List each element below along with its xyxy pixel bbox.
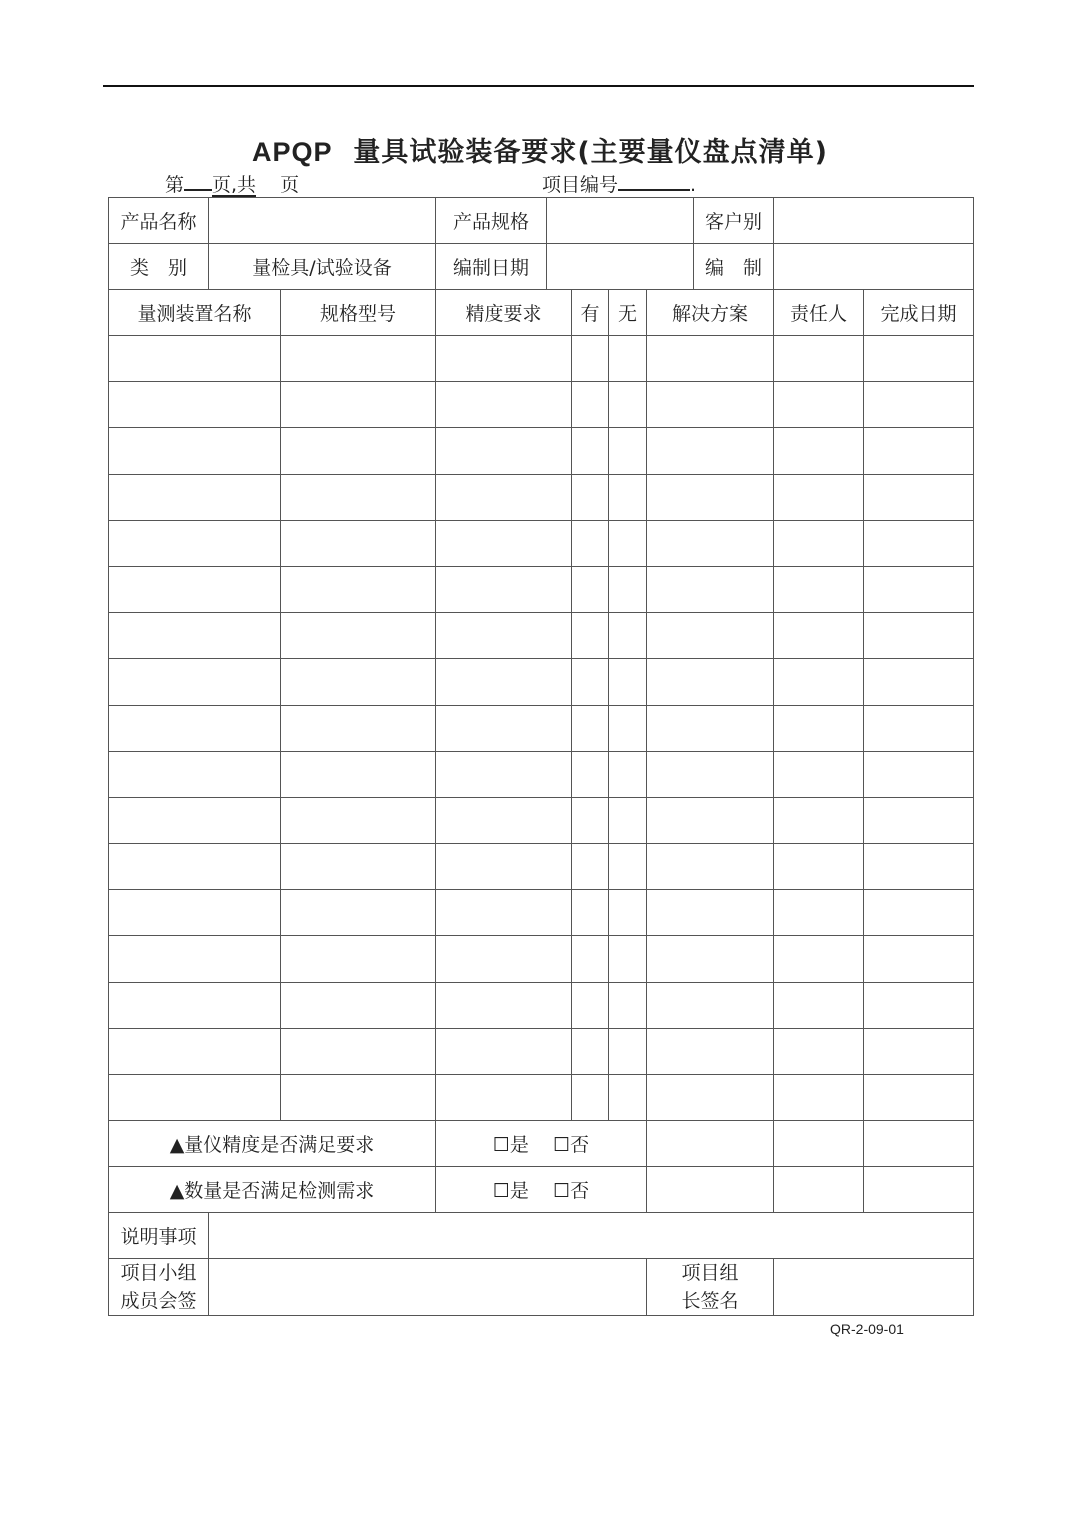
table-cell[interactable] <box>647 936 774 982</box>
table-cell[interactable] <box>109 336 281 382</box>
table-cell[interactable] <box>864 890 974 936</box>
table-cell[interactable] <box>609 890 647 936</box>
table-cell[interactable] <box>609 982 647 1028</box>
table-cell[interactable] <box>609 1075 647 1121</box>
product-name-label: 产品名称 <box>109 198 209 244</box>
table-cell[interactable] <box>281 659 436 705</box>
table-cell[interactable] <box>647 797 774 843</box>
compile-date-label: 编制日期 <box>436 244 547 290</box>
table-cell[interactable] <box>109 982 281 1028</box>
category-label: 类 别 <box>109 244 209 290</box>
notes-label: 说明事项 <box>109 1213 209 1259</box>
table-cell[interactable] <box>436 797 572 843</box>
col-have: 有 <box>572 290 609 336</box>
table-cell[interactable] <box>109 705 281 751</box>
table-cell[interactable] <box>281 844 436 890</box>
table-cell[interactable] <box>864 936 974 982</box>
table-row <box>109 336 974 382</box>
table-cell[interactable] <box>609 797 647 843</box>
table-row <box>109 382 974 428</box>
table-cell[interactable] <box>864 613 974 659</box>
form-code: QR-2-09-01 <box>830 1321 904 1337</box>
table-cell[interactable] <box>647 382 774 428</box>
cell[interactable] <box>647 1121 774 1167</box>
table-cell[interactable] <box>572 936 609 982</box>
col-due-date: 完成日期 <box>864 290 974 336</box>
compiler-label: 编 制 <box>694 244 774 290</box>
col-solution: 解决方案 <box>647 290 774 336</box>
form-title: APQP 量具试验装备要求(主要量仪盘点清单) <box>251 137 829 168</box>
table-cell[interactable] <box>572 613 609 659</box>
table-cell[interactable] <box>774 613 864 659</box>
table-cell[interactable] <box>609 659 647 705</box>
table-cell[interactable] <box>572 705 609 751</box>
table-cell[interactable] <box>774 520 864 566</box>
table-cell[interactable] <box>864 474 974 520</box>
column-header-row <box>109 290 974 336</box>
table-cell[interactable] <box>109 1028 281 1074</box>
col-spec-model: 规格型号 <box>281 290 436 336</box>
table-cell[interactable] <box>774 474 864 520</box>
yes-checkbox[interactable]: ☐是 <box>492 1180 529 1203</box>
table-cell[interactable] <box>647 659 774 705</box>
table-cell[interactable] <box>109 428 281 474</box>
table-cell[interactable] <box>864 382 974 428</box>
table-cell[interactable] <box>281 474 436 520</box>
table-cell[interactable] <box>572 382 609 428</box>
check-row-accuracy <box>109 1121 974 1167</box>
table-cell[interactable] <box>109 659 281 705</box>
table-cell[interactable] <box>774 428 864 474</box>
table-cell[interactable] <box>609 844 647 890</box>
table-cell[interactable] <box>109 797 281 843</box>
compiler-field[interactable] <box>774 244 974 290</box>
table-cell[interactable] <box>436 659 572 705</box>
table-cell[interactable] <box>864 336 974 382</box>
table-cell[interactable] <box>864 797 974 843</box>
table-cell[interactable] <box>436 1028 572 1074</box>
table-cell[interactable] <box>774 936 864 982</box>
compile-date-field[interactable] <box>547 244 694 290</box>
table-cell[interactable] <box>572 566 609 612</box>
project-number-field[interactable] <box>618 189 690 191</box>
table-cell[interactable] <box>572 520 609 566</box>
table-cell[interactable] <box>436 520 572 566</box>
table-cell[interactable] <box>774 382 864 428</box>
table-cell[interactable] <box>609 520 647 566</box>
notes-row <box>109 1213 974 1259</box>
table-cell[interactable] <box>864 1028 974 1074</box>
col-device-name: 量测装置名称 <box>109 290 281 336</box>
table-row <box>109 428 974 474</box>
table-cell[interactable] <box>647 1028 774 1074</box>
table-cell[interactable] <box>436 474 572 520</box>
table-cell[interactable] <box>436 1075 572 1121</box>
notes-field[interactable] <box>209 1213 974 1259</box>
table-cell[interactable] <box>281 890 436 936</box>
customer-label: 客户别 <box>694 198 774 244</box>
table-cell[interactable] <box>774 336 864 382</box>
table-cell[interactable] <box>436 382 572 428</box>
table-cell[interactable] <box>281 336 436 382</box>
cell[interactable] <box>864 1121 974 1167</box>
table-cell[interactable] <box>864 520 974 566</box>
table-cell[interactable] <box>436 982 572 1028</box>
table-cell[interactable] <box>109 520 281 566</box>
table-cell[interactable] <box>774 751 864 797</box>
table-row <box>109 751 974 797</box>
table-cell[interactable] <box>774 1075 864 1121</box>
table-cell[interactable] <box>647 844 774 890</box>
table-cell[interactable] <box>609 336 647 382</box>
table-cell[interactable] <box>281 428 436 474</box>
table-cell[interactable] <box>774 982 864 1028</box>
cell[interactable] <box>864 1167 974 1213</box>
table-cell[interactable] <box>572 1028 609 1074</box>
product-spec-field[interactable] <box>547 198 694 244</box>
table-row <box>109 705 974 751</box>
table-row <box>109 982 974 1028</box>
check-options <box>436 1167 647 1213</box>
table-cell[interactable] <box>572 336 609 382</box>
table-cell[interactable] <box>109 474 281 520</box>
table-cell[interactable] <box>647 751 774 797</box>
table-cell[interactable] <box>864 566 974 612</box>
table-cell[interactable] <box>281 520 436 566</box>
table-cell[interactable] <box>109 844 281 890</box>
check-row-quantity <box>109 1167 974 1213</box>
table-row <box>109 844 974 890</box>
table-cell[interactable] <box>109 751 281 797</box>
table-cell[interactable] <box>774 659 864 705</box>
no-checkbox[interactable]: ☐否 <box>553 1134 590 1157</box>
table-cell[interactable] <box>281 566 436 612</box>
table-cell[interactable] <box>436 336 572 382</box>
table-cell[interactable] <box>281 613 436 659</box>
table-row <box>109 520 974 566</box>
col-owner: 责任人 <box>774 290 864 336</box>
leader-sign-field[interactable] <box>774 1259 974 1316</box>
table-row <box>109 1075 974 1121</box>
table-row <box>109 659 974 705</box>
table-row <box>109 890 974 936</box>
table-cell[interactable] <box>436 428 572 474</box>
table-cell[interactable] <box>436 936 572 982</box>
table-cell[interactable] <box>774 705 864 751</box>
table-cell[interactable] <box>436 705 572 751</box>
table-row <box>109 936 974 982</box>
table-cell[interactable] <box>609 936 647 982</box>
members-sign-label: 项目小组 成员会签 <box>109 1259 209 1316</box>
table-cell[interactable] <box>436 890 572 936</box>
equipment-table <box>108 197 974 1316</box>
product-name-field[interactable] <box>209 198 436 244</box>
cell[interactable] <box>774 1121 864 1167</box>
table-cell[interactable] <box>864 1075 974 1121</box>
info-row-1 <box>109 198 974 244</box>
table-cell[interactable] <box>281 1028 436 1074</box>
table-row <box>109 1028 974 1074</box>
table-cell[interactable] <box>864 705 974 751</box>
table-cell[interactable] <box>436 844 572 890</box>
signature-row <box>109 1259 974 1316</box>
category-value: 量检具/试验设备 <box>209 244 436 290</box>
members-sign-field[interactable] <box>209 1259 647 1316</box>
table-cell[interactable] <box>281 797 436 843</box>
table-cell[interactable] <box>609 382 647 428</box>
table-cell[interactable] <box>647 428 774 474</box>
table-cell[interactable] <box>436 613 572 659</box>
table-cell[interactable] <box>436 751 572 797</box>
table-cell[interactable] <box>109 382 281 428</box>
no-checkbox[interactable]: ☐否 <box>553 1180 590 1203</box>
col-accuracy: 精度要求 <box>436 290 572 336</box>
table-cell[interactable] <box>609 566 647 612</box>
table-row <box>109 797 974 843</box>
check-label: ▲量仪精度是否满足要求 <box>109 1121 436 1167</box>
table-cell[interactable] <box>609 474 647 520</box>
table-cell[interactable] <box>281 751 436 797</box>
table-cell[interactable] <box>774 566 864 612</box>
table-cell[interactable] <box>436 566 572 612</box>
table-cell[interactable] <box>647 982 774 1028</box>
table-cell[interactable] <box>774 797 864 843</box>
project-number: 项目编号 . <box>542 174 697 196</box>
customer-field[interactable] <box>774 198 974 244</box>
table-cell[interactable] <box>109 890 281 936</box>
table-row <box>109 613 974 659</box>
table-cell[interactable] <box>647 1075 774 1121</box>
product-spec-label: 产品规格 <box>436 198 547 244</box>
table-cell[interactable] <box>774 844 864 890</box>
table-cell[interactable] <box>281 982 436 1028</box>
table-cell[interactable] <box>647 520 774 566</box>
table-cell[interactable] <box>609 428 647 474</box>
table-cell[interactable] <box>647 613 774 659</box>
table-cell[interactable] <box>864 982 974 1028</box>
table-cell[interactable] <box>647 890 774 936</box>
table-cell[interactable] <box>572 659 609 705</box>
table-cell[interactable] <box>647 474 774 520</box>
table-cell[interactable] <box>572 1075 609 1121</box>
table-cell[interactable] <box>572 797 609 843</box>
table-cell[interactable] <box>281 382 436 428</box>
table-row <box>109 474 974 520</box>
table-cell[interactable] <box>109 613 281 659</box>
table-cell[interactable] <box>609 751 647 797</box>
table-cell[interactable] <box>281 936 436 982</box>
table-cell[interactable] <box>647 566 774 612</box>
table-cell[interactable] <box>864 751 974 797</box>
cell[interactable] <box>647 1167 774 1213</box>
check-label: ▲数量是否满足检测需求 <box>109 1167 436 1213</box>
table-row <box>109 566 974 612</box>
table-cell[interactable] <box>109 566 281 612</box>
table-cell[interactable] <box>864 428 974 474</box>
table-cell[interactable] <box>572 751 609 797</box>
table-cell[interactable] <box>609 705 647 751</box>
table-cell[interactable] <box>609 1028 647 1074</box>
table-cell[interactable] <box>774 890 864 936</box>
page-info: 第 页,共 页 <box>165 174 300 196</box>
table-cell[interactable] <box>647 336 774 382</box>
check-options <box>436 1121 647 1167</box>
table-cell[interactable] <box>109 936 281 982</box>
cell[interactable] <box>774 1167 864 1213</box>
table-cell[interactable] <box>572 982 609 1028</box>
info-row-2 <box>109 244 974 290</box>
yes-checkbox[interactable]: ☐是 <box>492 1134 529 1157</box>
table-cell[interactable] <box>864 844 974 890</box>
table-cell[interactable] <box>281 1075 436 1121</box>
table-cell[interactable] <box>572 428 609 474</box>
table-cell[interactable] <box>281 705 436 751</box>
table-cell[interactable] <box>609 613 647 659</box>
col-none: 无 <box>609 290 647 336</box>
leader-sign-label: 项目组 长签名 <box>647 1259 774 1316</box>
table-cell[interactable] <box>774 1028 864 1074</box>
table-cell[interactable] <box>647 705 774 751</box>
table-cell[interactable] <box>109 1075 281 1121</box>
table-cell[interactable] <box>864 659 974 705</box>
table-cell[interactable] <box>572 890 609 936</box>
header-rule <box>103 85 974 87</box>
table-cell[interactable] <box>572 474 609 520</box>
table-cell[interactable] <box>572 844 609 890</box>
